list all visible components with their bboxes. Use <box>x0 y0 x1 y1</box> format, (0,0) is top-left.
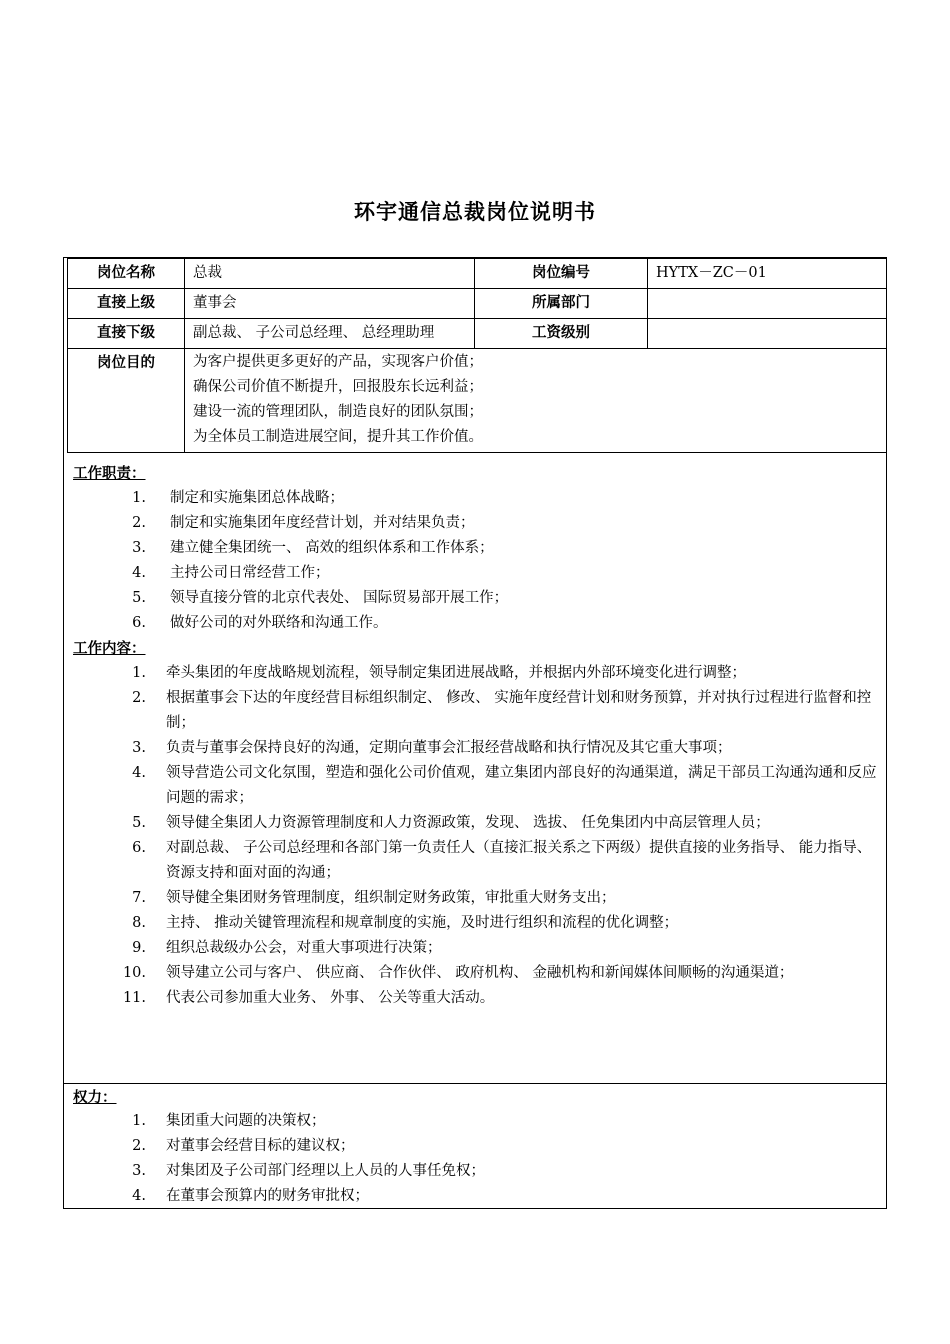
superior-value: 董事会 <box>185 289 475 319</box>
document-title: 环宇通信总裁岗位说明书 <box>354 200 596 224</box>
content-item: 4. 领导营造公司文化氛围，塑造和强化公司价值观，建立集团内部良好的沟通渠道，满足干部员工沟通沟通和反应问题的需求； <box>132 765 877 806</box>
purpose-line: 为客户提供更多更好的产品，实现客户价值； <box>193 354 483 370</box>
authority-heading: 权力： <box>73 1090 117 1106</box>
authority-item: 1. 集团重大问题的决策权； <box>132 1113 326 1129</box>
content-heading: 工作内容： <box>73 641 146 657</box>
salary-level-value <box>648 319 887 349</box>
authority-item: 3. 对集团及子公司部门经理以上人员的人事任免权； <box>132 1163 485 1179</box>
purpose-label: 岗位目的 <box>68 349 185 453</box>
duty-item: 3. 建立健全集团统一、 高效的组织体系和工作体系； <box>132 540 494 556</box>
purpose-line: 建设一流的管理团队，制造良好的团队氛围； <box>193 404 483 420</box>
content-item: 3. 负责与董事会保持良好的沟通，定期向董事会汇报经营战略和执行情况及其它重大事项； <box>132 740 732 756</box>
content-item: 6. 对副总裁、 子公司总经理和各部门第一负责任人（直接汇报关系之下两级）提供直接的业务指导、 能力指导、 资源支持和面对面的沟通； <box>132 840 872 881</box>
duty-item: 6. 做好公司的对外联络和沟通工作。 <box>132 615 388 631</box>
info-row-superior <box>68 289 887 319</box>
purpose-value <box>185 349 887 453</box>
salary-level-label: 工资级别 <box>475 319 648 349</box>
content-item: 7. 领导健全集团财务管理制度，组织制定财务政策，审批重大财务支出； <box>132 890 616 906</box>
position-code-label: 岗位编号 <box>475 259 648 289</box>
position-code-value: HYTX－ZC－01 <box>648 259 887 289</box>
authority-list <box>120 1109 880 1209</box>
duty-item: 5. 领导直接分管的北京代表处、 国际贸易部开展工作； <box>132 590 509 606</box>
position-name-label: 岗位名称 <box>68 259 185 289</box>
authority-item: 2. 对董事会经营目标的建议权； <box>132 1138 355 1154</box>
authority-item: 4. 在董事会预算内的财务审批权； <box>132 1188 369 1204</box>
department-value <box>648 289 887 319</box>
duty-item: 2. 制定和实施集团年度经营计划，并对结果负责； <box>132 515 475 531</box>
info-row-subordinate <box>68 319 887 349</box>
position-name-value: 总裁 <box>185 259 475 289</box>
duty-item: 1. 制定和实施集团总体战略； <box>132 490 344 506</box>
superior-label: 直接上级 <box>68 289 185 319</box>
department-label: 所属部门 <box>475 289 648 319</box>
content-item: 9. 组织总裁级办公会，对重大事项进行决策； <box>132 940 442 956</box>
position-info-table <box>67 258 887 453</box>
purpose-line: 为全体员工制造进展空间，提升其工作价值。 <box>193 429 483 445</box>
content-item: 11. 代表公司参加重大业务、 外事、 公关等重大活动。 <box>122 990 495 1006</box>
section-divider <box>63 1083 887 1084</box>
content-item: 2. 根据董事会下达的年度经营目标组织制定、 修改、 实施年度经营计划和财务预算，并对执行过程进行监督和控制； <box>132 690 872 731</box>
content-item: 8. 主持、 推动关键管理流程和规章制度的实施，及时进行组织和流程的优化调整； <box>132 915 679 931</box>
subordinate-value: 副总裁、 子公司总经理、 总经理助理 <box>185 319 475 349</box>
subordinate-label: 直接下级 <box>68 319 185 349</box>
info-row-name <box>68 259 887 289</box>
duty-item: 4. 主持公司日常经营工作； <box>132 565 330 581</box>
content-item: 10. 领导建立公司与客户、 供应商、 合作伙伴、 政府机构、 金融机构和新闻媒体间顺畅的沟通渠道； <box>122 965 794 981</box>
content-item: 5. 领导健全集团人力资源管理制度和人力资源政策，发现、 选拔、 任免集团内中高层管理人员； <box>132 815 770 831</box>
content-list <box>120 661 880 1011</box>
content-item: 1. 牵头集团的年度战略规划流程，领导制定集团进展战略，并根据内外部环境变化进行调整； <box>132 665 746 681</box>
duties-list <box>120 486 880 636</box>
duties-heading: 工作职责： <box>73 466 146 482</box>
purpose-line: 确保公司价值不断提升，回报股东长远利益； <box>193 379 483 395</box>
info-row-purpose <box>68 349 887 453</box>
